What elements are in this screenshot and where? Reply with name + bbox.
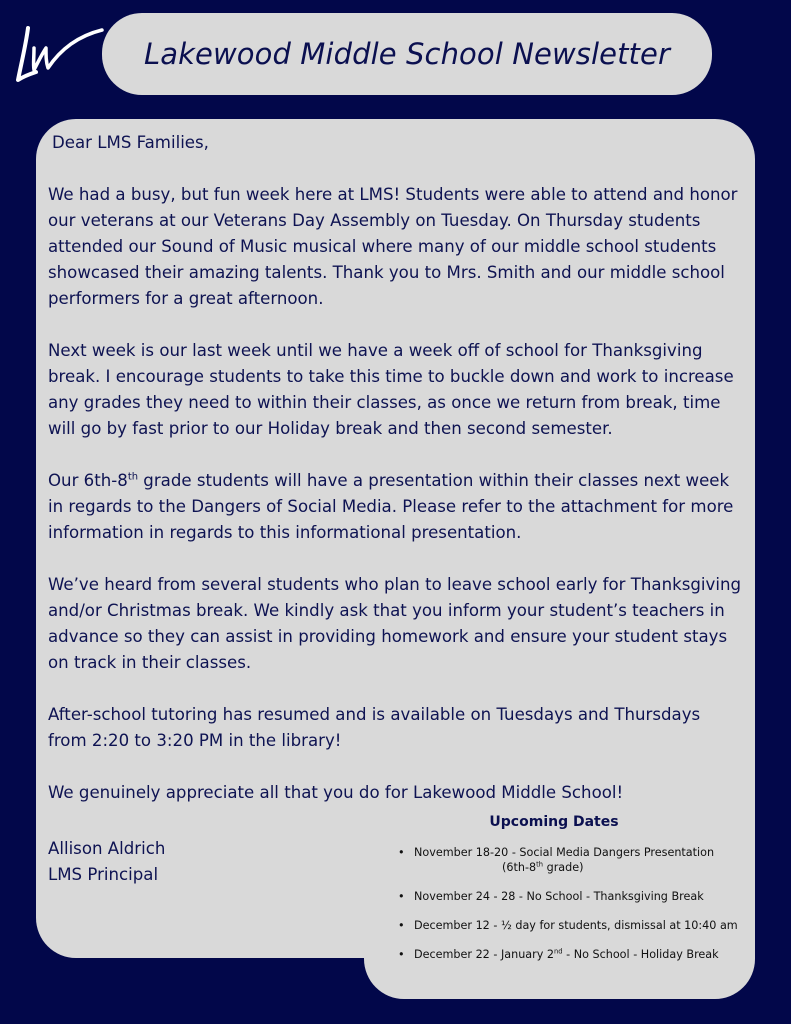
- list-item: • November 18-20 - Social Media Dangers Presentation (6th-8th grade): [398, 846, 715, 874]
- list-item: • December 22 - January 2nd - No School - Holiday Break: [398, 947, 719, 961]
- bullet-icon: •: [398, 846, 405, 859]
- signature-role: LMS Principal: [48, 865, 159, 884]
- page-title: Lakewood Middle School Newsletter: [144, 37, 670, 71]
- bullet-icon: •: [398, 948, 405, 961]
- paragraph-early-leave: We’ve heard from several students who plan to leave school early for Thanksgiving and/or Christmas break. We kindly ask that you inform your student’s teachers in advance so they can assist in providing homework and ensure your student stays on track in their classes.: [48, 575, 741, 672]
- paragraph-thanksgiving-break: Next week is our last week until we have a week off of school for Thanksgiving break. I encourage students to take this time to buckle down and work to increase any grades they need to within their classes, as once we return from break, time will go by fast prior to our Holiday break and then second semester.: [48, 341, 734, 438]
- bullet-icon: •: [398, 890, 405, 903]
- paragraph-week-recap: We had a busy, but fun week here at LMS! Students were able to attend and honor our veterans at our Veterans Day Assembly on Tuesday. On Thursday students attended our Sound of Music musical where many of our middle school students showcased their amazing talents. Thank you to Mrs. Smith and our middle school performers for a great afternoon.: [48, 185, 738, 308]
- paragraph-tutoring: After-school tutoring has resumed and is available on Tuesdays and Thursdays from 2:20 to 3:20 PM in the library!: [48, 705, 701, 750]
- greeting: Dear LMS Families,: [52, 133, 209, 152]
- list-item: • November 24 - 28 - No School - Thanksgiving Break: [398, 890, 704, 903]
- letter-body: [48, 130, 748, 832]
- bullet-icon: •: [398, 919, 405, 932]
- signature-name: Allison Aldrich: [48, 839, 166, 858]
- upcoming-dates-list: [396, 845, 746, 962]
- lakewood-logo-icon: [16, 24, 106, 84]
- paragraph-appreciation: We genuinely appreciate all that you do for Lakewood Middle School!: [48, 783, 624, 802]
- newsletter-title-banner: [102, 13, 712, 95]
- signature: [48, 836, 165, 888]
- upcoming-dates-heading: Upcoming Dates: [489, 814, 619, 830]
- list-item: • December 12 - ½ day for students, dismissal at 10:40 am: [398, 919, 738, 932]
- paragraph-social-media-presentation: Our 6th-8th grade students will have a presentation within their classes next week in regards to the Dangers of Social Media. Please refer to the attachment for more information in regards to this informational presentation.: [48, 471, 734, 542]
